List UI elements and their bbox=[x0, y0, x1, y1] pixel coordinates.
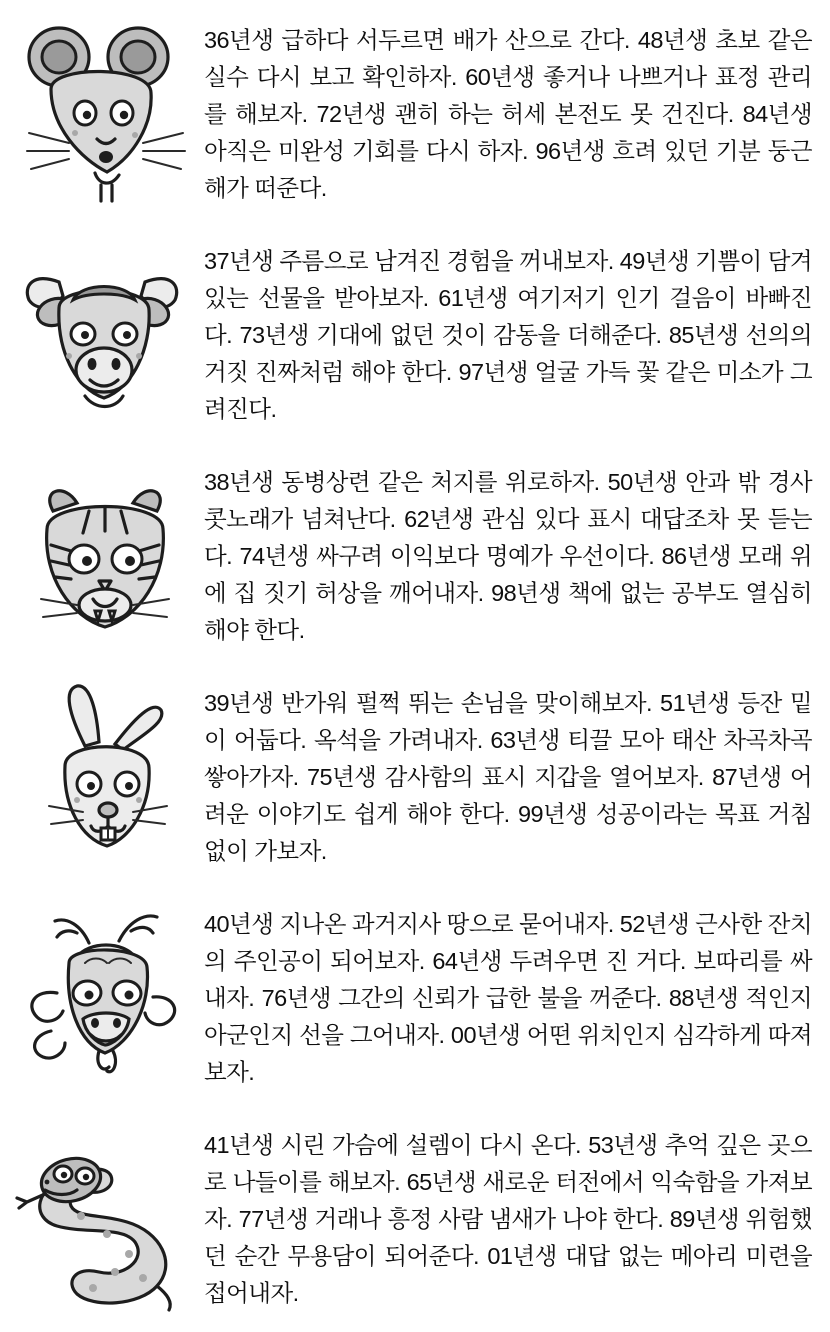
rabbit-illustration bbox=[8, 669, 204, 890]
zodiac-row-dragon bbox=[8, 890, 818, 1111]
zodiac-text-rat: 36년생 급하다 서두르면 배가 산으로 간다. 48년생 초보 같은 실수 다시 보고 확인하자. 60년생 좋거나 나쁘거나 표정 관리를 해보자. 72년생 괜히 하는 허세 본전도 못 건진다. 84년생 아직은 미완성 기회를 다시 하자. 96년생 흐려 있던 기분 둥근 해가 떠준다. bbox=[204, 27, 812, 201]
zodiac-text-tiger: 38년생 동병상련 같은 처지를 위로하자. 50년생 안과 밖 경사 콧노래가 넘쳐난다. 62년생 관심 있다 표시 대답조차 못 듣는다. 74년생 싸구려 이익보다 명예가 우선이다. 86년생 모래 위에 집 짓기 허상을 깨어내자. 98년생 책에 없는 공부도 열심히 해야 한다. bbox=[204, 469, 812, 643]
tiger-illustration bbox=[8, 448, 204, 669]
ox-illustration bbox=[8, 227, 204, 448]
snake-illustration bbox=[8, 1111, 204, 1332]
zodiac-row-snake bbox=[8, 1111, 818, 1332]
zodiac-row-ox bbox=[8, 227, 818, 448]
zodiac-text-rabbit: 39년생 반가워 펄쩍 뛰는 손님을 맞이해보자. 51년생 등잔 밑이 어둡다. 옥석을 가려내자. 63년생 티끌 모아 태산 차곡차곡 쌓아가자. 75년생 감사함의 표시 지갑을 열어보자. 87년생 어려운 이야기도 쉽게 해야 한다. 99년생 성공이라는 목표 거침없이 가보자. bbox=[204, 690, 812, 864]
dragon-illustration bbox=[8, 890, 204, 1111]
zodiac-text-ox: 37년생 주름으로 남겨진 경험을 꺼내보자. 49년생 기쁨이 담겨 있는 선물을 받아보자. 61년생 여기저기 인기 걸음이 바빠진다. 73년생 기대에 없던 것이 감동을 더해준다. 85년생 선의의 거짓 진짜처럼 해야 한다. 97년생 얼굴 가득 꽃 같은 미소가 그려진다. bbox=[204, 248, 812, 422]
zodiac-row-rabbit bbox=[8, 669, 818, 890]
zodiac-text-snake: 41년생 시린 가슴에 설렘이 다시 온다. 53년생 추억 깊은 곳으로 나들이를 해보자. 65년생 새로운 터전에서 익숙함을 가져보자. 77년생 거래나 흥정 사람 냄새가 나야 한다. 89년생 위험했던 순간 무용담이 되어준다. 01년생 대답 없는 메아리 미련을 접어내자. bbox=[204, 1132, 812, 1306]
zodiac-row-rat bbox=[8, 6, 818, 227]
rat-illustration bbox=[8, 6, 204, 227]
zodiac-text-dragon: 40년생 지나온 과거지사 땅으로 묻어내자. 52년생 근사한 잔치의 주인공이 되어보자. 64년생 두려우면 진 거다. 보따리를 싸내자. 76년생 그간의 신뢰가 급한 불을 꺼준다. 88년생 적인지 아군인지 선을 그어내자. 00년생 어떤 위치인지 심각하게 따져보자. bbox=[204, 911, 812, 1085]
zodiac-row-tiger bbox=[8, 448, 818, 669]
